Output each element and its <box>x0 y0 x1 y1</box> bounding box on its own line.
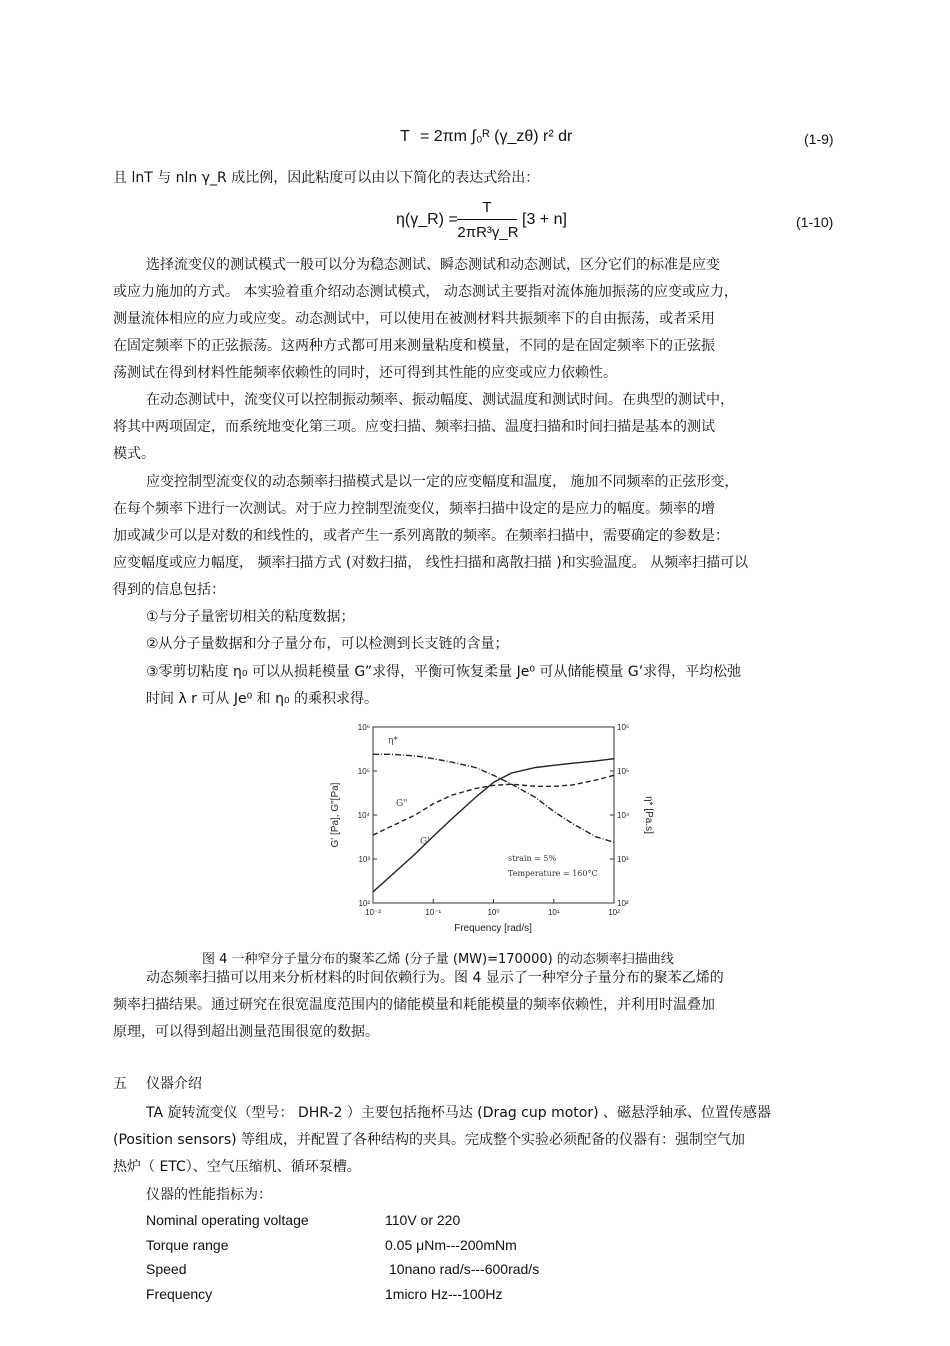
y2-tick-label: 10⁶ <box>617 723 630 732</box>
y2-tick-label: 10² <box>617 899 629 908</box>
list-item: ①与分子量密切相关的粘度数据； <box>146 609 355 625</box>
eq2-fraction-bar <box>457 219 517 220</box>
paragraph-line: 且 lnT 与 nln γ_R 成比例，因此粘度可以由以下简化的表达式给出： <box>113 170 540 186</box>
paragraph-line: 或应力施加的方式。 本实验着重介绍动态测试模式， 动态测试主要指对流体施加振荡的应变或应力， <box>113 284 738 300</box>
equation-1-9 <box>400 128 572 146</box>
paragraph-line: 应变幅度或应力幅度， 频率扫描方式 (对数扫描， 线性扫描和离散扫描 )和实验温度。 从频率扫描可以 <box>113 555 749 571</box>
paragraph-line: 在固定频率下的正弦振荡。这两种方式都可用来测量粘度和模量，不同的是在固定频率下的正弦振 <box>113 338 715 354</box>
spec-value: 110V or 220 <box>385 1212 461 1228</box>
spec-value: 10nano rad/s---600rad/s <box>389 1261 540 1277</box>
y-tick-label: 10⁵ <box>357 767 370 776</box>
equation-number-1-9: (1-9) <box>804 131 834 147</box>
frequency-sweep-chart <box>328 716 654 938</box>
list-item: ②从分子量数据和分子量分布，可以检测到长支链的含量； <box>146 636 509 652</box>
paragraph-line: 将其中两项固定，而系统地变化第三项。应变扫描、频率扫描、温度扫描和时间扫描是基本的测试 <box>113 419 715 435</box>
paragraph-line: 应变控制型流变仪的动态频率扫描模式是以一定的应变幅度和温度， 施加不同频率的正弦形变， <box>146 474 739 490</box>
x-tick-label: 10⁰ <box>487 908 500 917</box>
spec-label: Speed <box>146 1261 187 1277</box>
eq1-lhs: T <box>400 128 410 145</box>
spec-label: Torque range <box>146 1237 229 1253</box>
paragraph-line: 模式。 <box>113 446 155 462</box>
eq2-numerator: T <box>482 199 492 216</box>
y-axis-label: G' [Pa], G"[Pa] <box>330 782 341 848</box>
section-title: 仪器介绍 <box>146 1076 202 1092</box>
spec-label: Frequency <box>146 1286 213 1302</box>
series-label-g-double-prime: G" <box>396 799 408 809</box>
chart-background <box>328 716 648 938</box>
paragraph-line: 频率扫描结果。通过研究在很宽温度范围内的储能模量和耗能模量的频率依赖性，并利用时温叠加 <box>113 997 715 1013</box>
figure-caption: 图 4 一种窄分子量分布的聚苯乙烯 (分子量 (MW)=170000) 的动态频率扫描曲线 <box>202 952 674 967</box>
eq2-tail: [3 + n] <box>522 211 567 228</box>
paragraph-line: 加或减少可以是对数的和线性的，或者产生一系列离散的频率。在频率扫描中，需要确定的参数是： <box>113 528 729 544</box>
y-tick-label: 10⁶ <box>357 723 370 732</box>
eq2-lhs: η(γ_R) = <box>396 211 458 228</box>
paragraph-line: 热炉（ ETC）、空气压缩机、循环泵槽。 <box>113 1159 361 1175</box>
spec-value: 0.05 μNm---200mNm <box>385 1237 517 1253</box>
paragraph-line: 测量流体相应的应力或应变。动态测试中，可以使用在被测材料共振频率下的自由振荡，或者采用 <box>113 311 715 327</box>
y-tick-label: 10² <box>358 899 370 908</box>
list-item: ③零剪切粘度 η₀ 可以从损耗模量 G”求得，平衡可恢复柔量 Je⁰ 可从储能模量 G’求得，平均松弛 <box>146 664 742 680</box>
y2-tick-label: 10⁴ <box>617 811 630 820</box>
eq1-rhs: = 2πm ∫₀ᴿ (γ_zθ) r² dr <box>419 128 573 145</box>
x-tick-label: 10¹ <box>547 908 560 917</box>
list-item: 时间 λ r 可从 Je⁰ 和 η₀ 的乘积求得。 <box>146 691 379 707</box>
x-tick-label: 10⁻¹ <box>425 908 442 917</box>
series-label-eta: η* <box>388 736 398 746</box>
eq2-denominator: 2πR³γ_R <box>457 224 519 241</box>
equation-number-1-10: (1-10) <box>796 214 834 230</box>
paragraph-line: 动态频率扫描可以用来分析材料的时间依赖行为。图 4 显示了一种窄分子量分布的聚苯乙烯的 <box>146 970 724 986</box>
y2-tick-label: 10³ <box>617 855 629 864</box>
paragraph-line: 选择流变仪的测试模式一般可以分为稳态测试、瞬态测试和动态测试，区分它们的标准是应变 <box>146 257 720 273</box>
series-label-g-prime: G' <box>420 837 430 847</box>
paragraph-line: 仪器的性能指标为： <box>146 1187 272 1203</box>
y2-tick-label: 10⁵ <box>617 767 630 776</box>
x-tick-label: 10² <box>608 908 620 917</box>
paragraph-line: 原理，可以得到超出测量范围很宽的数据。 <box>113 1024 379 1040</box>
paragraph-line: (Position sensors) 等组成，并配置了各种结构的夹具。完成整个实验必须配备的仪器有：强制空气加 <box>113 1132 746 1148</box>
paragraph-line: 在动态测试中，流变仪可以控制振动频率、振动幅度、测试温度和测试时间。在典型的测试中， <box>146 392 734 408</box>
y2-axis-label: η* [Pa.s] <box>643 796 654 834</box>
y-tick-label: 10³ <box>358 855 370 864</box>
paragraph-line: 得到的信息包括： <box>113 582 225 598</box>
annotation-strain: strain = 5% <box>508 854 557 863</box>
paragraph-line: 在每个频率下进行一次测试。对于应力控制型流变仪，频率扫描中设定的是应力的幅度。频率的增 <box>113 501 715 517</box>
spec-value: 1micro Hz---100Hz <box>385 1286 503 1302</box>
section-number: 五 <box>113 1076 127 1092</box>
y-tick-label: 10⁴ <box>357 811 370 820</box>
paragraph-line: 荡测试在得到材料性能频率依赖性的同时，还可得到其性能的应变或应力依赖性。 <box>113 365 617 381</box>
spec-label: Nominal operating voltage <box>146 1212 309 1228</box>
annotation-temperature: Temperature = 160°C <box>508 869 598 878</box>
paragraph-line: TA 旋转流变仪（型号： DHR-2 ）主要包括拖杯马达 (Drag cup motor) 、磁悬浮轴承、位置传感器 <box>146 1105 772 1121</box>
x-axis-label: Frequency [rad/s] <box>454 923 532 934</box>
x-tick-label: 10⁻² <box>365 908 381 917</box>
